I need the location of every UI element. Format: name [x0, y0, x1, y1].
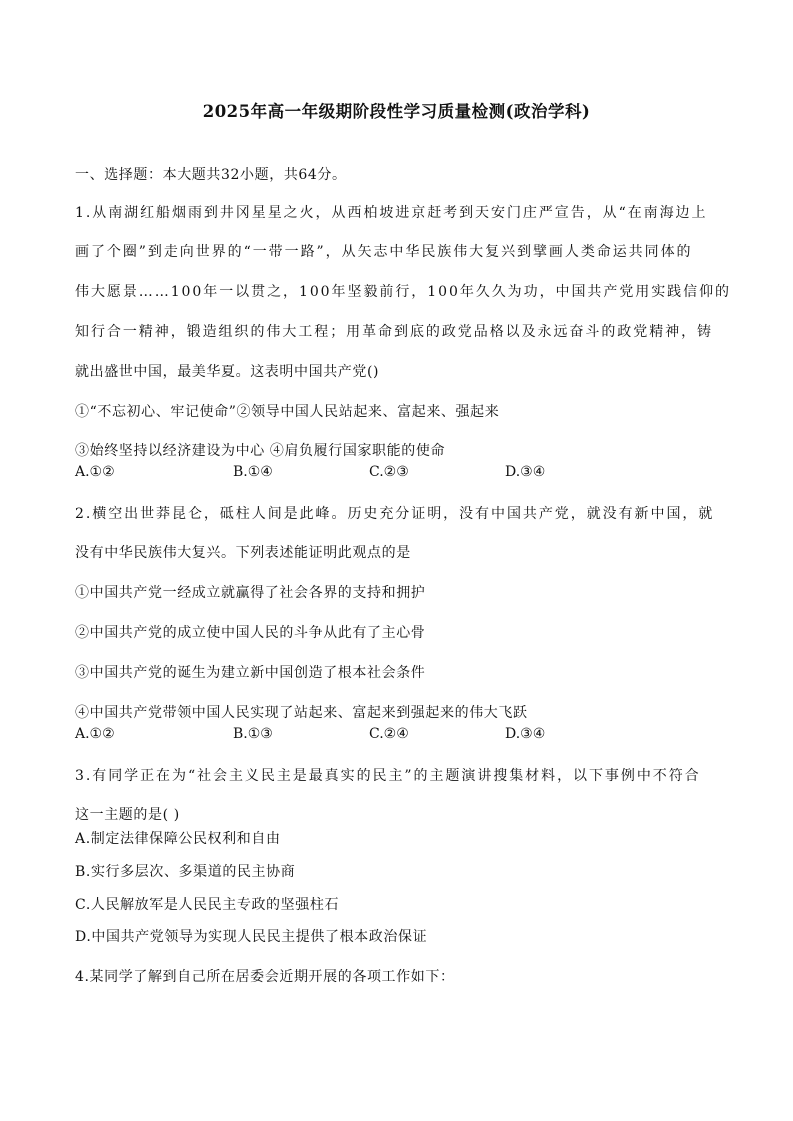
option-d[interactable]: D.③④ — [505, 464, 546, 480]
question-text-line: 没有中华民族伟大复兴。下列表述能证明此观点的是 — [75, 545, 411, 561]
option-b[interactable]: B.①③ — [233, 726, 273, 742]
question-text-line: 伟大愿景……100年一以贯之，100年坚毅前行，100年久久为功，中国共产党用实践信仰的 — [75, 284, 731, 300]
question-text-line: 知行合一精神，锻造组织的伟大工程；用革命到底的政党品格以及永远奋斗的政党精神，铸 — [75, 324, 713, 340]
option-c[interactable]: C.②④ — [369, 726, 409, 742]
option-b[interactable]: B.①④ — [233, 464, 273, 480]
option-a[interactable]: A.①② — [75, 464, 115, 480]
exam-title: 2025年高一年级期阶段性学习质量检测(政治学科) — [202, 102, 591, 121]
statement-line: ④中国共产党带领中国人民实现了站起来、富起来到强起来的伟大飞跃 — [75, 705, 528, 721]
option-c[interactable]: C.②③ — [369, 464, 409, 480]
option-a[interactable]: A.①② — [75, 726, 115, 742]
question-text-line: 这一主题的是( ) — [75, 807, 180, 823]
statement-line: ②中国共产党的成立使中国人民的斗争从此有了主心骨 — [75, 625, 426, 641]
statement-line: ③始终坚持以经济建设为中心 ④肩负履行国家职能的使命 — [75, 443, 446, 459]
option-b[interactable]: B.实行多层次、多渠道的民主协商 — [75, 864, 296, 880]
section-header: 一、选择题：本大题共32小题，共64分。 — [75, 167, 347, 183]
statement-line: ①“不忘初心、牢记使命”②领导中国人民站起来、富起来、强起来 — [75, 404, 500, 420]
option-c[interactable]: C.人民解放军是人民民主专政的坚强柱石 — [75, 897, 340, 913]
question-text-line: 画了个圈”到走向世界的“一带一路”，从矢志中华民族伟大复兴到擘画人类命运共同体的 — [75, 244, 693, 260]
question-text-line: 就出盛世中国，最美华夏。这表明中国共产党() — [75, 364, 380, 380]
option-d[interactable]: D.中国共产党领导为实现人民民主提供了根本政治保证 — [75, 929, 428, 945]
question-text-line: 4.某同学了解到自己所在居委会近期开展的各项工作如下： — [75, 969, 455, 985]
answer-options — [75, 726, 715, 746]
answer-options — [75, 464, 715, 484]
question-text-line: 1.从南湖红船烟雨到井冈星星之火，从西柏坡进京赶考到天安门庄严宣告，从“在南海边上 — [75, 205, 708, 221]
question-text-line: 2.横空出世莽昆仑，砥柱人间是此峰。历史充分证明，没有中国共产党，就没有新中国，就 — [75, 506, 715, 522]
option-d[interactable]: D.③④ — [505, 726, 546, 742]
statement-line: ①中国共产党一经成立就赢得了社会各界的支持和拥护 — [75, 585, 426, 601]
option-a[interactable]: A.制定法律保障公民权利和自由 — [75, 831, 281, 847]
question-text-line: 3.有同学正在为“社会主义民主是最真实的民主”的主题演讲搜集材料，以下事例中不符合 — [75, 768, 701, 784]
statement-line: ③中国共产党的诞生为建立新中国创造了根本社会条件 — [75, 665, 426, 681]
